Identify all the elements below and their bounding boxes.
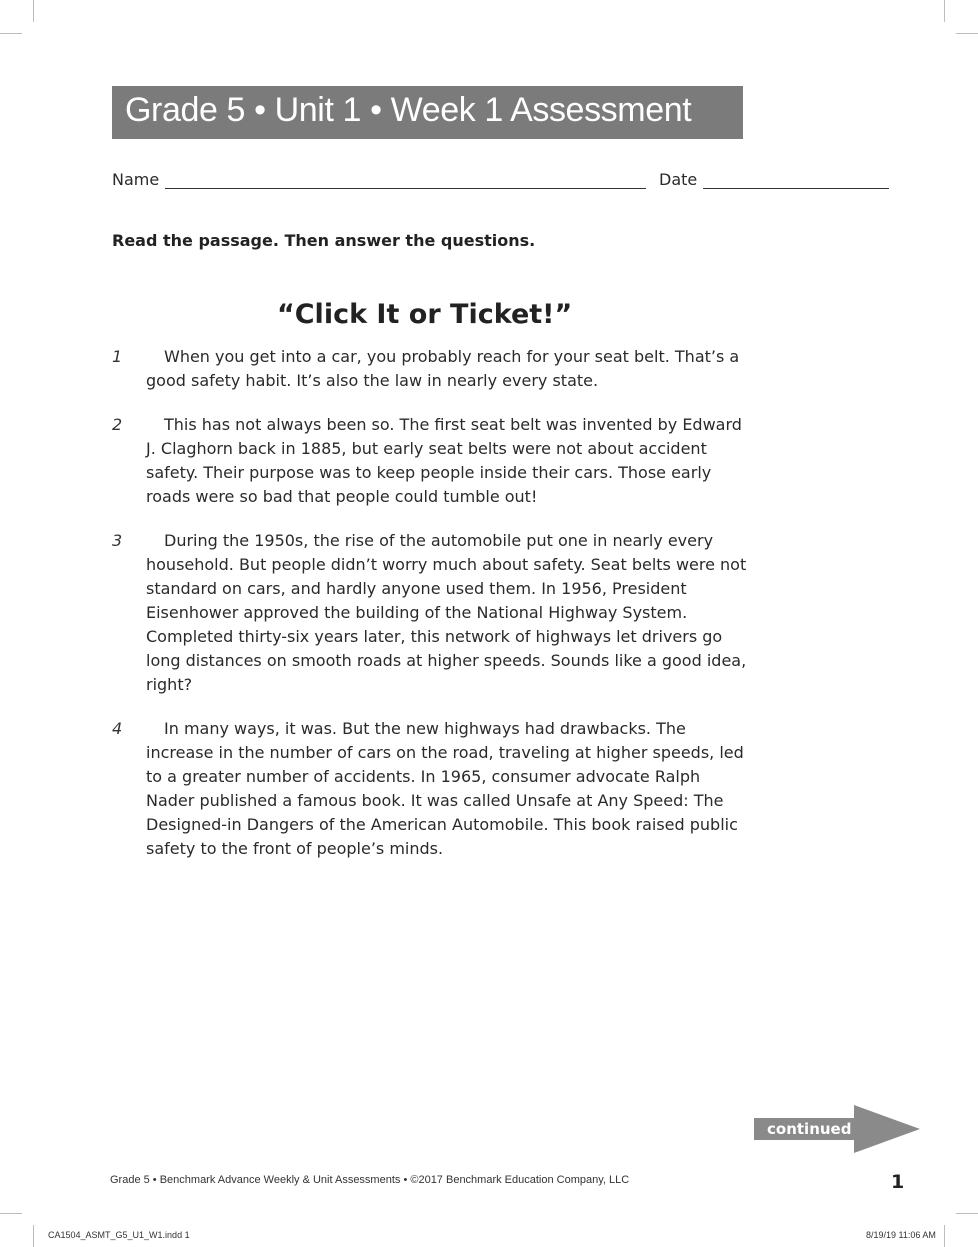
page-title: Grade 5 • Unit 1 • Week 1 Assessment (125, 91, 692, 129)
name-label: Name (112, 170, 160, 189)
paragraph-text: When you get into a car, you probably reach for your seat belt. That’s a good safety habit. It’s also the law in nearly every state. (146, 347, 740, 390)
crop-mark (944, 1225, 945, 1247)
paragraph-number: 4 (112, 719, 123, 738)
paragraph-text: In many ways, it was. But the new highways had drawbacks. The increase in the number of cars on the road, traveling at higher speeds, led to a greater number of accidents. In 1965, consumer advocate Ralph Nader published a famous book. It was called Unsafe at Any Speed: The Designed-in Dangers of the American Automobile. This book raised public safety to the front of people’s minds. (146, 719, 744, 858)
paragraph-number: 3 (112, 531, 123, 550)
crop-mark (956, 33, 978, 34)
crop-mark (956, 1213, 978, 1214)
date-label: Date (659, 170, 698, 189)
footer-text: Grade 5 • Benchmark Advance Weekly & Unit Assessments • ©2017 Benchmark Education Company, LLC (110, 1174, 630, 1186)
paragraph-text: This has not always been so. The first seat belt was invented by Edward J. Claghorn back in 1885, but early seat belts were not about accident safety. Their purpose was to keep people inside their cars. Those early roads were so bad that people could tumble out! (146, 415, 742, 506)
title-banner (112, 86, 743, 139)
date-line[interactable] (703, 171, 889, 189)
continued-label: continued (767, 1120, 852, 1138)
name-field[interactable] (112, 170, 646, 189)
crop-mark (0, 33, 22, 34)
slug-timestamp: 8/19/19 11:06 AM (866, 1230, 936, 1240)
crop-mark (33, 0, 34, 22)
crop-mark (33, 1225, 34, 1247)
crop-mark (0, 1213, 22, 1214)
instructions: Read the passage. Then answer the questions. (112, 231, 536, 250)
paragraph-number: 1 (112, 347, 123, 366)
date-field[interactable] (659, 170, 889, 189)
paragraph-text: During the 1950s, the rise of the automobile put one in nearly every household. But people didn’t worry much about safety. Seat belts were not standard on cars, and hardly anyone used them. In 1956, President Eisenhower approved the building of the National Highway System. Completed thirty-six years later, this network of highways let drivers go long distances on smooth roads at higher speeds. Sounds like a good idea, right? (146, 531, 747, 694)
paragraph-number: 2 (112, 415, 123, 434)
name-line[interactable] (165, 171, 646, 189)
passage-title: “Click It or Ticket!” (277, 299, 573, 330)
page-number: 1 (891, 1171, 905, 1193)
crop-mark (944, 0, 945, 22)
slug-file: CA1504_ASMT_G5_U1_W1.indd 1 (48, 1230, 190, 1240)
continued-arrow (754, 1105, 920, 1153)
